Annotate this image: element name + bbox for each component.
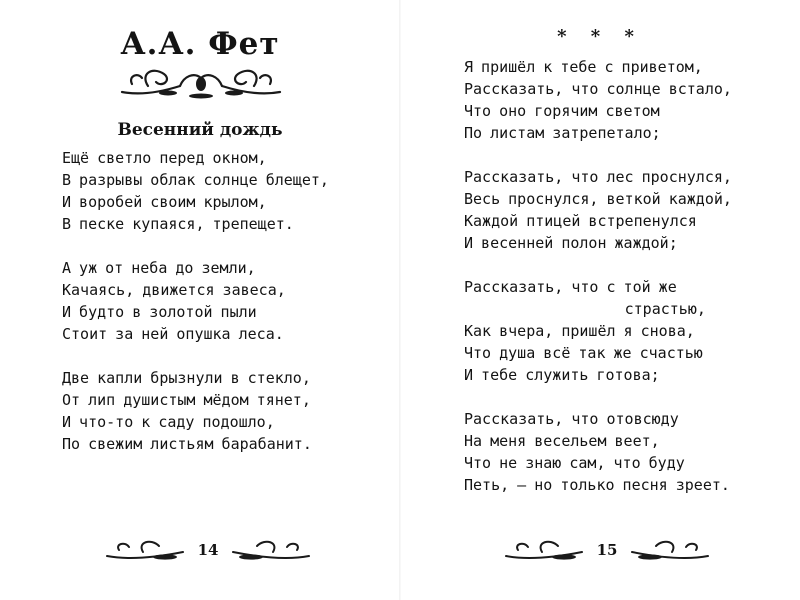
- ornament-flourish-icon: [118, 62, 284, 102]
- page-number: 15: [596, 541, 618, 559]
- right-page: [400, 0, 800, 600]
- page-number: 14: [197, 541, 219, 559]
- poem-title: Весенний дождь: [117, 120, 283, 140]
- poem-text-greeting: Я пришёл к тебе с приветом, Рассказать, что солнце встало, Что оно горячим светом По листам затрепетало; Рассказать, что лес проснулся, Весь проснулся, веткой каждой, Каждой птицей встрепенулся И весенней полон жаждой; Рассказать, что с той же страстью, Как вчера, пришёл я снова, Что душа всё так же счастью И тебе служить готова; Рассказать, что отовсюду На меня весельем веет, Что не знаю сам, что буду Петь, — но только песня зреет.: [464, 58, 732, 494]
- poem-separator-stars: * * *: [557, 26, 643, 47]
- page-footer: [103, 536, 313, 566]
- author-heading: А.А. Фет: [120, 26, 280, 62]
- poem-text-spring-rain: Ещё светло перед окном, В разрывы облак солнце блещет, И воробей своим крылом, В песке купаяся, трепещет. А уж от неба до земли, Качаясь, движется завеса, И будто в золотой пыли Стоит за ней опушка леса. Две капли брызнули в стекло, От лип душистым мёдом тянет, И что-то к саду подошло, По свежим листьям барабанит.: [62, 149, 329, 453]
- page-footer: [502, 536, 712, 566]
